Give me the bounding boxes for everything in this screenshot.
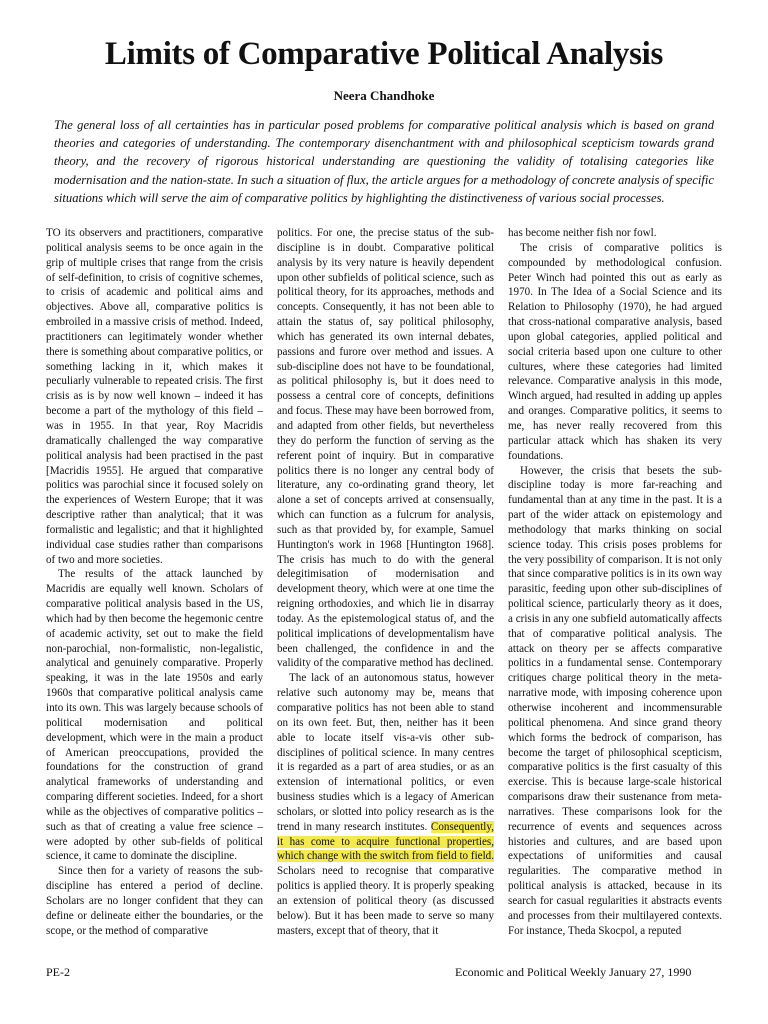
paragraph-text: Scholars need to recognise that comparative politics is applied theory. It is properly speaking an extension of political theory (as discussed below). But it has been made to serve so many masters, except that of theory, that it: [277, 865, 494, 937]
body-paragraph: [277, 671, 494, 938]
article-title: Limits of Comparative Political Analysis: [104, 36, 664, 72]
text-column-1: [46, 226, 263, 939]
article-author: Neera Chandhoke: [333, 88, 435, 103]
journal-footer: Economic and Political Weekly January 27, 1990: [455, 965, 692, 979]
text-column-3: [508, 226, 722, 939]
body-paragraph: politics. For one, the precise status of the sub-discipline is in doubt. Comparative political analysis by its very nature is heavily dependent upon other subfields of political science, such as political theory, for its approaches, methods and concepts. Consequently, it has not been able to attain the status of, say political philosophy, which has generated its own internal debates, passions and furore over method and issues. A sub-discipline does not have to be foundational, as political philosophy is, but it does need to possess a central core of concepts, definitions and focus. These may have been borrowed from, and adapted from other fields, but nevertheless they do perform the function of serving as the referent point of inquiry. But in comparative politics there is no longer any central body of literature, any co-ordinating grand theory, let alone a set of concepts arrived at consensually, which can function as a fulcrum for analysis, such as that provided by, for example, Samuel Huntington's work in 1968 [Huntington 1968]. The crisis has much to do with the general delegitimisation of modernisation and development theory, which were at one time the reigning orthodoxies, and which lie in disarray today. As the epistemological status of, and the political implications of developmentalism have been challenged, the confidence in and the validity of the comparative method has declined.: [277, 227, 494, 670]
highlighted-text[interactable]: Consequently, it has come to acquire functional properties, which change with the switch from field to field.: [277, 820, 494, 863]
body-paragraph: The results of the attack launched by Macridis are equally well known. Scholars of comparative political analysis based in the US, which had by then become the hegemonic centre of academic activity, set out to make the field non-parochial, non-formalistic, non-legalistic, analytical and genuinely comparative. Properly speaking, it was in the late 1950s and early 1960s that comparative political analysis came into its own. This was largely because schools of political modernisation and political development, which were in the main a product of American preoccupations, provided the foundations for the construction of grand analytical frameworks of understanding and comparing different societies. Indeed, for a short while as the objectives of comparative politics – such as that of creating a value free science – were adopted by other sub-fields of political science, it came to dominate the discipline.: [46, 568, 263, 863]
body-paragraph: However, the crisis that besets the sub-discipline today is more far-reaching and fundamental than at any time in the past. It is a part of the wider attack on epistemology and methodology that marks thinking on social science today. This crisis poses problems for the very possibility of comparison. It is not only that since comparative politics is in its own way parasitic, feeding upon other sub-disciplines of political science, particularly theory as it does, a crisis in any one subfield automatically affects that of comparative political analysis. The attack on theory per se affects comparative politics in a fundamental sense. Contemporary critiques charge political theory in the meta-narrative mode, with imposing coherence upon otherwise incoherent and incommensurable political phenomena. And since grand theory which forms the bedrock of comparison, has become the target of philosophical scepticism, comparative politics is the first casualty of this exercise. This is because large-scale historical comparisons draw their sustenance from meta-narratives. These comparisons look for the recurrence of events and sequences across histories and cultures, and are based upon expectations of uniformities and causal regularities. The comparative method in political analysis is attacked, because in its search for casual regularities it abstracts events and processes from their multilayered contexts. For instance, Theda Skocpol, a reputed: [508, 464, 722, 937]
body-paragraph: TO its observers and practitioners, comparative political analysis seems to be once again in the grip of multiple crises that range from the crisis of self-definition, to crisis of cognitive schemes, to crisis of academic and political aims and objectives. Above all, comparative politics is embroiled in a massive crisis of method. Indeed, practitioners can legitimately wonder whether there is something about comparative politics, or something lacking in it, which makes it peculiarly vulnerable to repeated crisis. The first crisis as is by now well known – indeed it has become a part of the mythology of this field – was in 1955. In that year, Roy Macridis dramatically challenged the way comparative political analysis had been practised in the past [Macridis 1955]. He argued that comparative politics was parochial since it focused solely on the experiences of Western Europe; that it was descriptive rather than analytical; that it was formalistic and legalistic; and that it highlighted individual case studies rather than comparisons of two and more societies.: [46, 227, 263, 566]
page-number: PE-2: [46, 965, 70, 979]
paragraph-text: The lack of an autonomous status, however relative such autonomy may be, means that comparative politics has not been able to stand on its own feet. But, then, neither has it been able to locate itself vis-a-vis other sub-disciplines of political science. In many centres it is regarded as a part of area studies, or as an extension of international politics, or even business studies which is a legacy of American scholars, or slotted into policy research as is the trend in many research institutes.: [277, 672, 494, 833]
body-paragraph: The crisis of comparative politics is compounded by methodological confusion. Peter Winch had pointed this out as early as 1970. In The Idea of a Social Science and its Relation to Philosophy (1970), he had argued that cross-national comparative analysis, based upon global categories, applied political and social criteria based upon one culture to other cultures, where these categories had limited relevance. Comparative analysis in this mode, Winch argued, had resulted in adding up apples and oranges. Comparative politics, it seems to me, has never really recovered from this particular attack which has shaken its very foundations.: [508, 241, 722, 462]
article-abstract: The general loss of all certainties has in particular posed problems for comparative political analysis which is based on grand theories and categories of understanding. The contemporary disenchantment with and philosophical scepticism towards grand theory, and the recovery of rigorous historical understanding are questioning the validity of totalising categories like modernisation and the nation-state. In such a situation of flux, the article argues for a methodology of concrete analysis of specific situations which will serve the aim of comparative politics by highlighting the distinctiveness of various social processes.: [54, 118, 714, 205]
body-paragraph: has become neither fish nor fowl.: [508, 227, 657, 239]
body-paragraph: Since then for a variety of reasons the sub-discipline has entered a period of decline. Scholars are no longer confident that they can define or delineate either the boundaries, or the scope, or the method of comparative: [46, 865, 263, 937]
text-column-2: [277, 226, 494, 939]
